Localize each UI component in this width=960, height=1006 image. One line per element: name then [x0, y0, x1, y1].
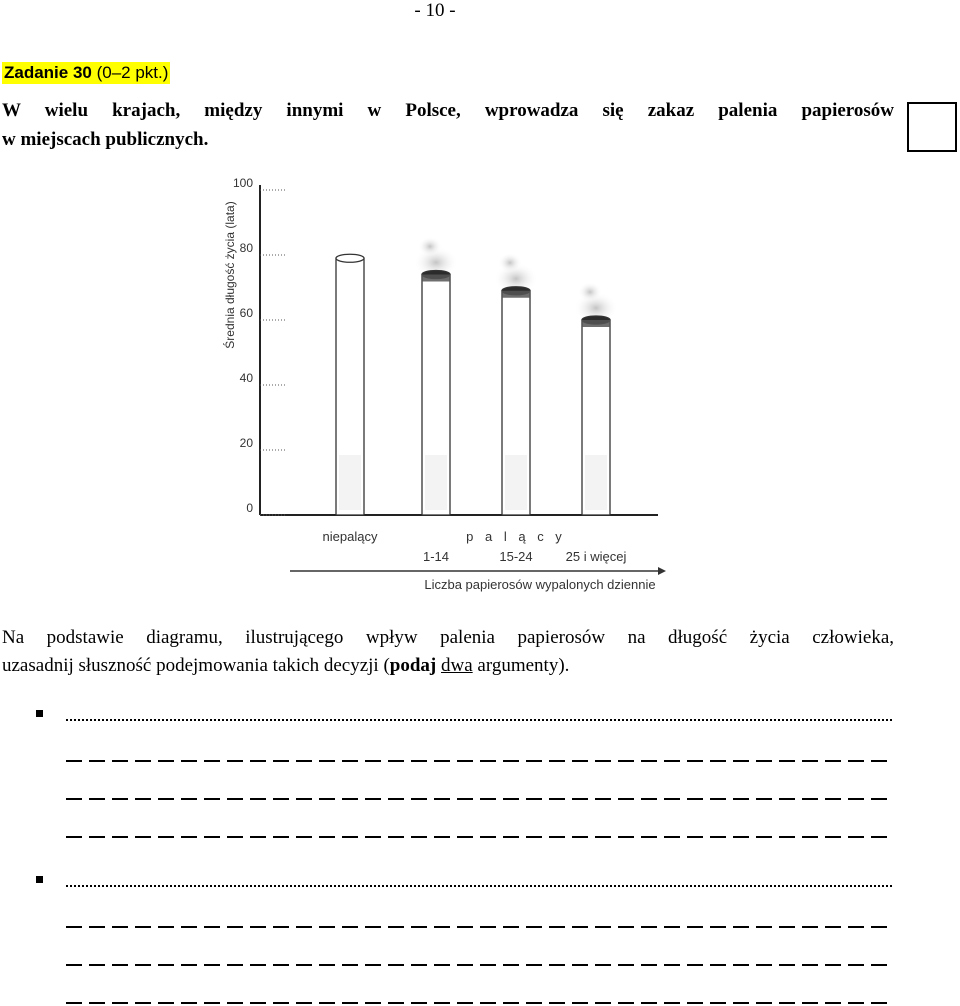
- page-number: - 10 -: [414, 0, 456, 21]
- cigarette-filter: [425, 455, 447, 510]
- cigarette-ember: [502, 291, 530, 298]
- intro-line-1: W wielu krajach, między innymi w Polsce, wprowadza się zakaz palenia papierosów: [2, 100, 894, 121]
- cigarette-filter: [505, 455, 527, 510]
- answer-line[interactable]: [66, 883, 892, 887]
- y-tick-label: 40: [239, 371, 253, 385]
- task-intro: [2, 96, 894, 154]
- x-arrow-head: [658, 567, 666, 575]
- question-line-1: Na podstawie diagramu, ilustrującego wpływ palenia papierosów na długość życia człowieka,: [2, 627, 894, 648]
- question-emphasis: podaj: [389, 655, 437, 676]
- question-count: dwa: [441, 655, 473, 676]
- question: [2, 624, 894, 680]
- y-tick-label: 100: [232, 176, 253, 190]
- group-label: p a l ą c y: [466, 529, 566, 544]
- task-number: Zadanie 30: [4, 63, 92, 82]
- answer-line[interactable]: [66, 798, 892, 800]
- answer-bullet-1: [36, 710, 43, 717]
- answer-bullet-2: [36, 876, 43, 883]
- answer-line[interactable]: [66, 836, 892, 838]
- category-label: niepalący: [322, 529, 378, 544]
- task-points: (0–2 pkt.): [91, 63, 169, 82]
- category-label: 25 i więcej: [565, 549, 627, 564]
- answer-line[interactable]: [66, 717, 892, 721]
- answer-line[interactable]: [66, 760, 892, 762]
- category-label: 1-14: [422, 549, 450, 564]
- y-axis-label: Średnia długość życia (lata): [223, 201, 237, 349]
- y-tick-label: 80: [239, 241, 253, 255]
- y-tick-label: 60: [239, 306, 253, 320]
- y-tick-label: 20: [239, 436, 253, 450]
- x-axis-label: Liczba papierosów wypalonych dziennie: [424, 577, 656, 592]
- smoke-plume: [498, 253, 522, 273]
- question-text: uzasadnij słuszność podejmowania takich decyzji (: [2, 655, 390, 676]
- question-line-2: [2, 652, 894, 680]
- category-label: 15-24: [499, 549, 533, 564]
- answer-line[interactable]: [66, 1002, 892, 1004]
- y-tick-label: 0: [246, 501, 253, 515]
- cigarette-ember: [422, 275, 450, 282]
- score-box: [907, 102, 957, 152]
- smoke-plume: [418, 237, 442, 257]
- life-expectancy-chart: [220, 175, 670, 595]
- answer-line[interactable]: [66, 964, 892, 966]
- question-end: argumenty).: [472, 655, 570, 676]
- cigarette-filter: [585, 455, 607, 510]
- cigarette-top: [336, 254, 364, 262]
- smoke-plume: [578, 282, 602, 302]
- cigarette-ember: [582, 320, 610, 327]
- task-title: [2, 62, 170, 84]
- intro-line-2: w miejscach publicznych.: [2, 129, 209, 150]
- answer-line[interactable]: [66, 926, 892, 928]
- cigarette-filter: [339, 455, 361, 510]
